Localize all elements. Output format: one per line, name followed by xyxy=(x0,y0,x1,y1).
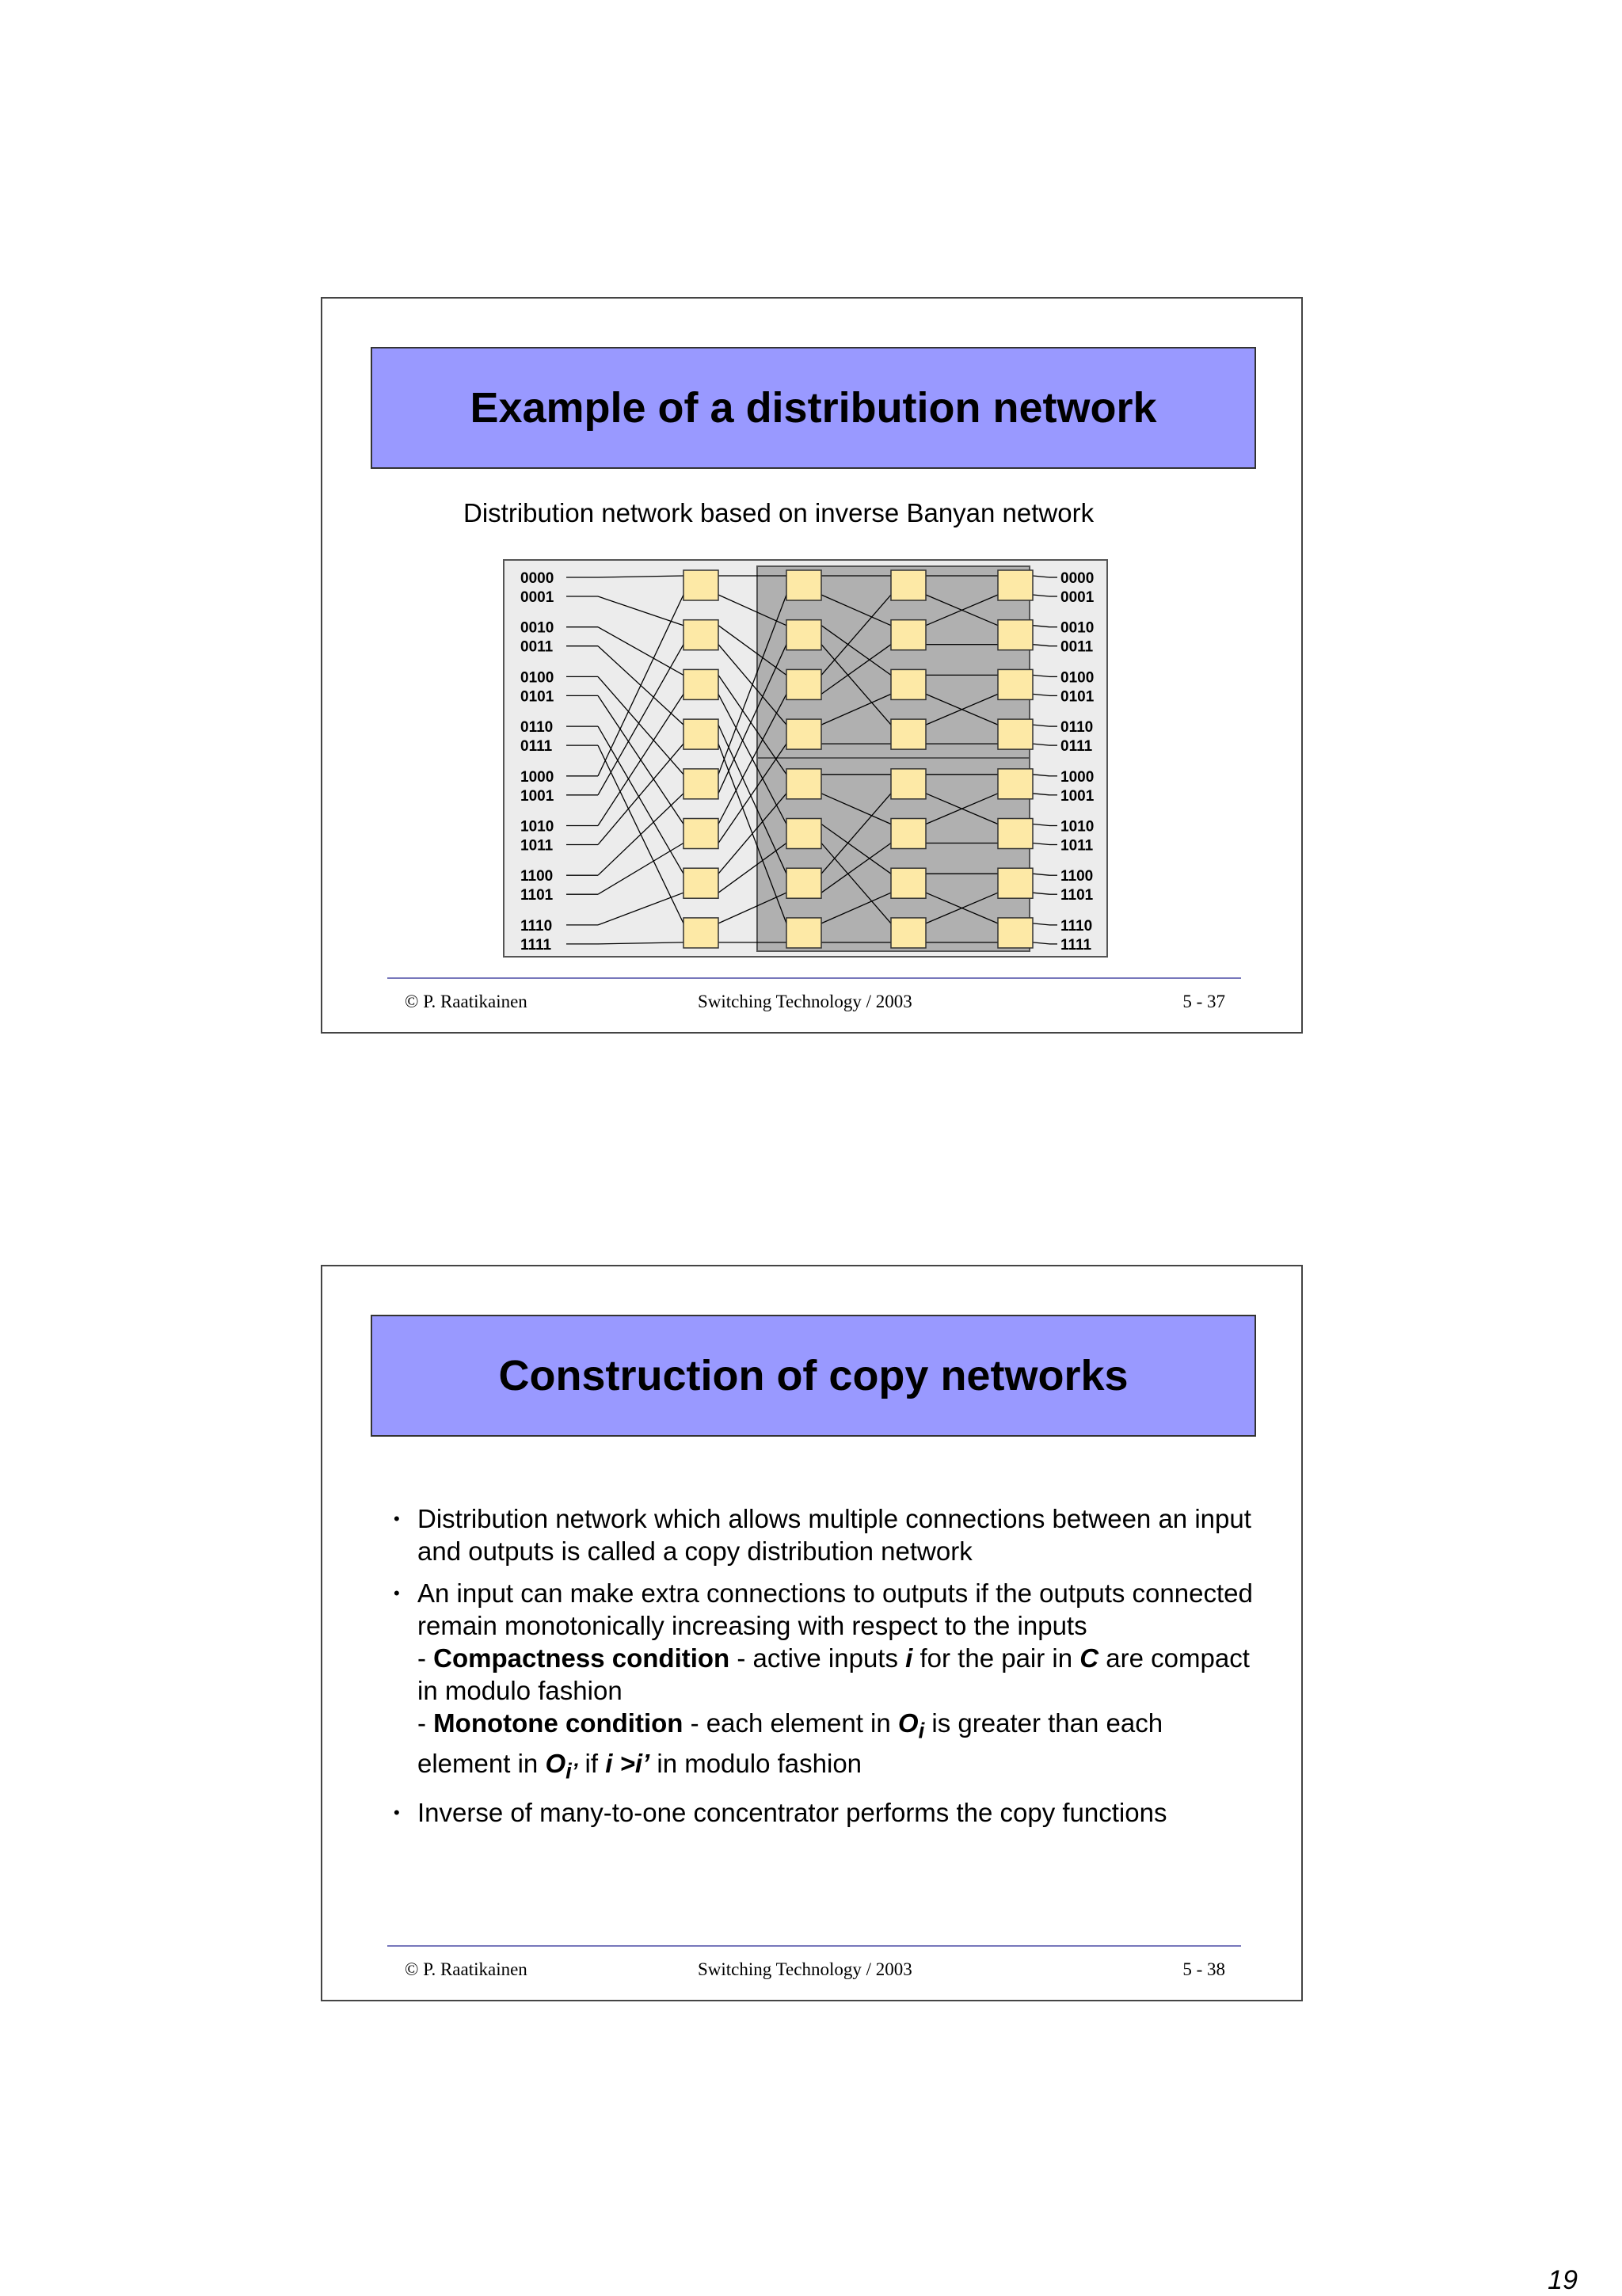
switch-element xyxy=(891,868,926,898)
footer-course: Switching Technology / 2003 xyxy=(698,1959,912,1979)
switch-element xyxy=(786,719,821,749)
switch-element xyxy=(683,868,718,898)
var-c: C xyxy=(1079,1643,1099,1673)
output-port-label: 1001 xyxy=(1060,787,1095,805)
input-port-label: 1100 xyxy=(520,868,554,885)
input-port-label: 0111 xyxy=(520,738,553,756)
output-port-label: 0010 xyxy=(1060,619,1095,637)
switch-element xyxy=(998,570,1033,600)
text: in modulo fashion xyxy=(649,1748,862,1778)
slide-title: Example of a distribution network xyxy=(470,384,1157,432)
switch-element xyxy=(891,918,926,948)
input-port-label: 0010 xyxy=(520,619,554,637)
dash: - xyxy=(417,1643,434,1673)
output-port-label: 0100 xyxy=(1060,669,1095,687)
input-port-label: 0100 xyxy=(520,669,554,687)
input-port-label: 1111 xyxy=(520,936,552,954)
output-port-label: 1100 xyxy=(1060,868,1094,885)
switch-element xyxy=(683,819,718,849)
switch-element xyxy=(683,719,718,749)
var-sub-i: i xyxy=(918,1718,925,1743)
footer-slide-number: 5 - 37 xyxy=(1182,992,1225,1011)
bullet-text: Distribution network which allows multiple connections between an input and outputs is called a copy distribution network xyxy=(417,1504,1251,1566)
input-port-label: 1010 xyxy=(520,818,554,836)
switch-element xyxy=(891,769,926,799)
output-port-label: 0001 xyxy=(1060,589,1095,606)
switch-element xyxy=(998,918,1033,948)
bullet-text-group xyxy=(417,1577,1257,1787)
input-port-label: 0110 xyxy=(520,719,554,737)
input-port-label: 1101 xyxy=(520,887,554,904)
footer-author: © P. Raatikainen xyxy=(405,1959,527,1979)
slide-5-38 xyxy=(321,1265,1303,2001)
compactness-line xyxy=(417,1643,1250,1705)
switch-element xyxy=(786,769,821,799)
input-port-label: 1110 xyxy=(520,917,553,935)
bullet-dot-icon: • xyxy=(394,1803,400,1823)
var-i: i xyxy=(905,1643,913,1673)
text: for the pair in xyxy=(912,1643,1080,1673)
output-port-label: 0111 xyxy=(1060,738,1093,756)
footer-divider xyxy=(387,1945,1241,1947)
var-o: O xyxy=(897,1708,919,1738)
input-port-label: 0011 xyxy=(520,638,554,656)
slide-title-bar xyxy=(371,347,1256,469)
text: - active inputs xyxy=(729,1643,906,1673)
condition: i >i’ xyxy=(605,1748,650,1778)
bullet-list xyxy=(394,1502,1257,1838)
bullet-dot-icon: • xyxy=(394,1583,400,1603)
output-port-label: 1011 xyxy=(1060,837,1094,855)
compactness-term: Compactness condition xyxy=(433,1643,730,1673)
input-port-label: 1001 xyxy=(520,787,554,805)
bullet-text: Inverse of many-to-one concentrator performs the copy functions xyxy=(417,1798,1167,1828)
switch-element xyxy=(786,669,821,699)
switch-element xyxy=(998,719,1033,749)
text: if xyxy=(577,1748,606,1778)
switch-element xyxy=(998,819,1033,849)
switch-element xyxy=(683,570,718,600)
text: is greater than each element in xyxy=(417,1708,1163,1778)
output-port-label: 1110 xyxy=(1060,917,1093,935)
bullet-dot-icon: • xyxy=(394,1509,400,1529)
output-port-label: 0101 xyxy=(1060,688,1095,706)
var-o: O xyxy=(545,1748,566,1778)
output-port-label: 1010 xyxy=(1060,818,1095,836)
switch-element xyxy=(683,918,718,948)
switch-element xyxy=(998,620,1033,650)
input-port-label: 0001 xyxy=(520,589,554,606)
output-port-label: 0000 xyxy=(1060,570,1095,587)
switch-element xyxy=(786,819,821,849)
output-port-label: 1111 xyxy=(1060,936,1092,954)
footer-author: © P. Raatikainen xyxy=(405,992,527,1011)
slide-title-bar xyxy=(371,1315,1256,1437)
output-port-label: 0110 xyxy=(1060,719,1094,737)
var-sub-i-prime: i’ xyxy=(565,1758,578,1784)
switch-element xyxy=(683,620,718,650)
switch-element xyxy=(683,669,718,699)
bullet-item xyxy=(394,1502,1257,1567)
input-port-label: 1011 xyxy=(520,837,554,855)
switch-element xyxy=(786,918,821,948)
footer-divider xyxy=(387,977,1241,979)
switch-element xyxy=(998,868,1033,898)
switch-element xyxy=(891,819,926,849)
switch-element xyxy=(786,570,821,600)
bullet-item xyxy=(394,1577,1257,1787)
monotone-line xyxy=(417,1708,1163,1784)
output-port-label: 1000 xyxy=(1060,768,1095,786)
slide-5-37 xyxy=(321,297,1303,1034)
switch-element xyxy=(998,669,1033,699)
footer-slide-number: 5 - 38 xyxy=(1182,1959,1225,1979)
input-port-label: 1000 xyxy=(520,768,554,786)
footer-course: Switching Technology / 2003 xyxy=(698,992,912,1011)
switch-element xyxy=(891,570,926,600)
output-port-label: 1101 xyxy=(1060,887,1094,904)
switch-element xyxy=(998,769,1033,799)
text: are compact in modulo fashion xyxy=(417,1643,1250,1705)
dash: - xyxy=(417,1708,434,1738)
switch-element xyxy=(891,669,926,699)
slide-title: Construction of copy networks xyxy=(498,1352,1129,1399)
input-port-label: 0000 xyxy=(520,570,554,587)
page-number: 19 xyxy=(1548,2265,1578,2295)
switch-element xyxy=(683,769,718,799)
switch-element xyxy=(786,620,821,650)
input-port-label: 0101 xyxy=(520,688,554,706)
switch-element xyxy=(786,868,821,898)
output-port-label: 0011 xyxy=(1060,638,1094,656)
monotone-term: Monotone condition xyxy=(433,1708,683,1738)
text: - each element in xyxy=(683,1708,898,1738)
inverse-banyan-diagram xyxy=(503,559,1108,958)
slide-subtitle: Distribution network based on inverse Banyan network xyxy=(463,498,1095,527)
bullet-item xyxy=(394,1796,1257,1829)
switch-element xyxy=(891,620,926,650)
switch-element xyxy=(891,719,926,749)
bullet-text: An input can make extra connections to outputs if the outputs connected remain monotonically increasing with respect to the inputs xyxy=(417,1578,1253,1640)
